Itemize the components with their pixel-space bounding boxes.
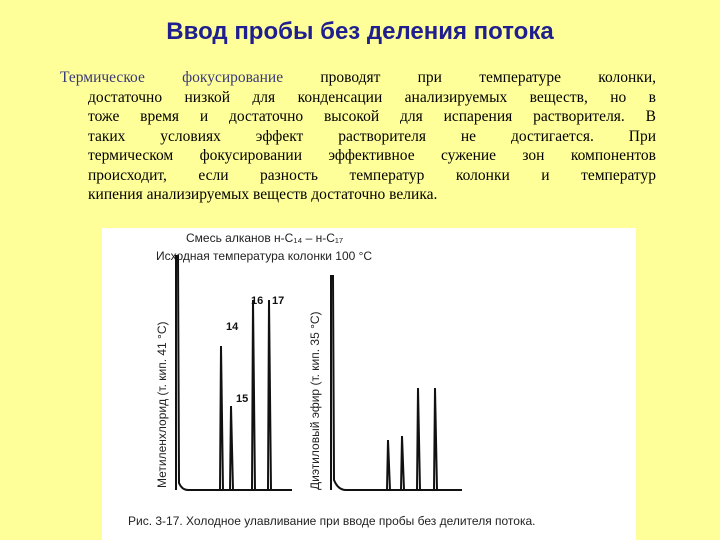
left-chromatogram (176, 256, 292, 490)
peak-15-right (401, 436, 404, 490)
peak-17-left (268, 300, 271, 490)
text-fragment: проводят при температуре колонки, (283, 69, 656, 86)
right-chromatogram (331, 276, 462, 490)
peak-label-16: 16 (251, 295, 264, 307)
solvent-peak-right (331, 276, 462, 490)
peak-17-right (434, 388, 437, 490)
figure-header-1: Смесь алканов н-C₁₄ – н-C₁₇ (186, 231, 344, 245)
figure-caption: Рис. 3-17. Холодное улавливание при вводе пробы без делителя потока. (128, 514, 536, 528)
figure-header-2: Исходная температура колонки 100 °C (156, 249, 373, 263)
slide-title: Ввод пробы без деления потока (166, 18, 554, 45)
text-line: тоже время и достаточно высокой для испарения растворителя. В (88, 108, 656, 125)
peak-14-left (220, 346, 223, 490)
chromatogram-figure (102, 228, 636, 540)
peak-16-right (417, 388, 420, 490)
text-line (60, 68, 656, 88)
text-line: происходит, если разность температур колонки и температур (88, 166, 656, 184)
peak-label-14: 14 (226, 321, 239, 333)
term-highlight: Термическое фокусирование (60, 69, 284, 86)
body-paragraph (60, 68, 656, 205)
peak-15-left (230, 406, 233, 490)
left-solvent-label: Метиленхлорид (т. кип. 41 °C) (155, 321, 169, 488)
peak-label-17: 17 (272, 295, 285, 307)
text-line: достаточно низкой для конденсации анализируемых веществ, но в (88, 88, 656, 106)
peak-14-right (387, 440, 390, 490)
peak-16-left (252, 300, 255, 490)
peak-label-15: 15 (236, 393, 249, 405)
right-solvent-label: Диэтиловый эфир (т. кип. 35 °C) (308, 311, 322, 490)
text-line: таких условиях эффект растворителя не достигается. При (88, 127, 656, 145)
text-line: термическом фокусировании эффективное сужение зон компонентов (88, 147, 656, 164)
chromatogram-svg (102, 228, 636, 540)
solvent-peak-left (176, 256, 232, 490)
text-line: кипения анализируемых веществ достаточно велика. (88, 186, 438, 203)
